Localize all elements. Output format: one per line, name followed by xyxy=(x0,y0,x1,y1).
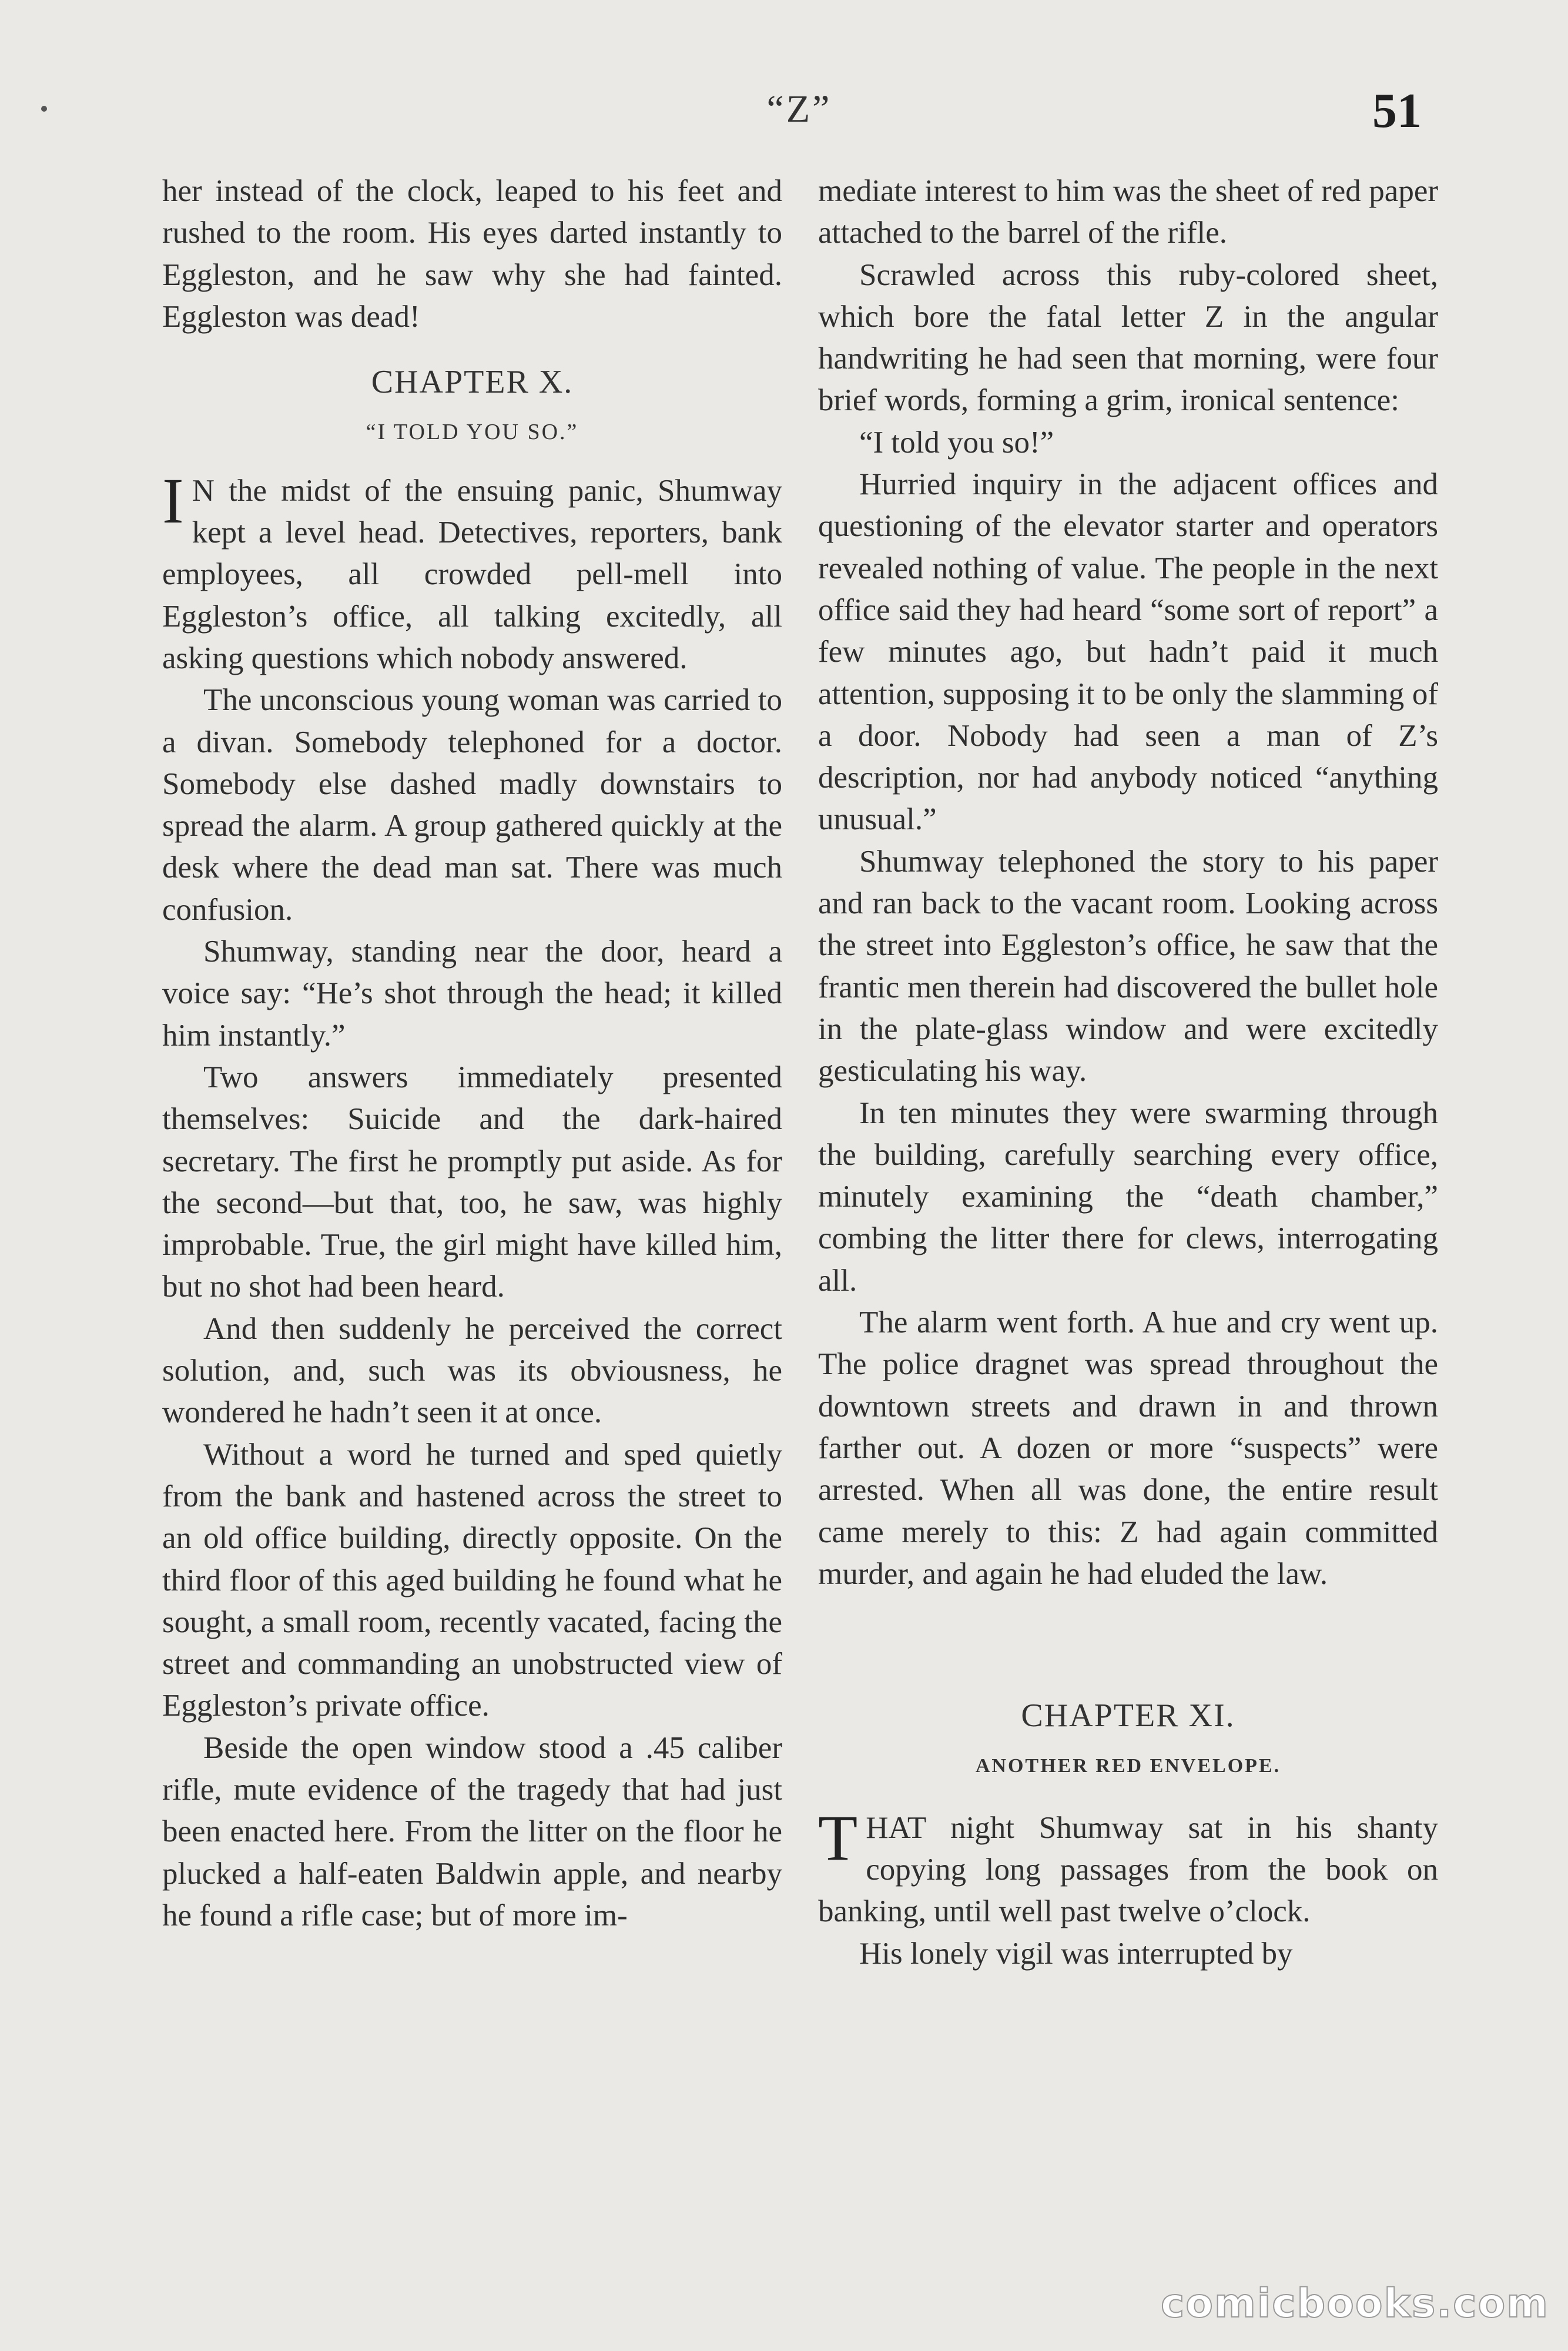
paragraph: Two answers immediately presented themselves: Suicide and the dark-haired secretary. The first he promptly put aside. As for the second—but that, too, he saw, was highly improbable. True, the girl might have killed him, but no shot had been heard. xyxy=(162,1060,782,1304)
chapter-x-title: CHAPTER X. xyxy=(371,364,574,401)
chapter-xi-subtitle: ANOTHER RED ENVELOPE. xyxy=(975,1755,1281,1777)
chapter-xi-title: CHAPTER XI. xyxy=(1021,1697,1235,1734)
paragraph: In ten minutes they were swarming through the building, carefully searching every office, minutely examining the “death chamber,” combing the litter there for clews, interrogating all. xyxy=(818,1096,1438,1298)
paragraph: Shumway, standing near the door, heard a voice say: “He’s shot through the head; it killed him instantly.” xyxy=(162,935,782,1053)
paragraph: Hurried inquiry in the adjacent offices and questioning of the elevator starter and operators revealed nothing of value. The people in the next office said they had heard “some sort of report” a few minutes ago, but hadn’t paid it much attention, supposing it to be only the slamming of a door. Nobody had seen a man of Z’s description, nor had anybody noticed “anything unusual.” xyxy=(818,467,1438,837)
right-column xyxy=(818,170,1438,1975)
paragraph: And then suddenly he perceived the correct solution, and, such was its obviousness, he wondered he hadn’t seen it at once. xyxy=(162,1311,782,1430)
paragraph-continued: mediate interest to him was the sheet of red paper attached to the barrel of the rifle. xyxy=(818,174,1438,250)
paragraph-text: N the midst of the ensuing panic, Shumway kept a level head. Detectives, reporters, bank employees, all crowded pell-mell into Eggleston’s office, all talking excitedly, all asking questions which nobody answered. xyxy=(162,473,782,675)
paragraph: “I told you so!” xyxy=(859,425,1054,460)
paragraph: The unconscious young woman was carried to a divan. Somebody telephoned for a doctor. Somebody else dashed madly downstairs to spread the alarm. A group gathered quickly at the desk where the dead man sat. There was much confusion. xyxy=(162,683,782,927)
drop-cap: T xyxy=(818,1801,858,1874)
paragraph: Without a word he turned and sped quietly from the bank and hastened across the street to an old office building, directly opposite. On the third floor of this aged building he found what he sought, a small room, recently vacated, facing the street and commanding an unobstructed view of Eggleston’s private office. xyxy=(162,1437,782,1723)
paragraph: The alarm went forth. A hue and cry went up. The police dragnet was spread throughout the downtown streets and drawn in and thrown farther out. A dozen or more “suspects” were arrested. When all was done, the entire result came merely to this: Z had again committed murder, and again he had eluded the law. xyxy=(818,1305,1438,1591)
paragraph-continued: her instead of the clock, leaped to his feet and rushed to the room. His eyes darted instantly to Eggleston, and he saw why she had fainted. Eggleston was dead! xyxy=(162,174,782,334)
chapter-x-opening-paragraph xyxy=(162,464,782,679)
paragraph: Beside the open window stood a .45 caliber rifle, mute evidence of the tragedy that had just been enacted here. From the litter on the floor he plucked a half-eaten Baldwin apple, and nearby he found a rifle case; but of more im- xyxy=(162,1730,782,1933)
paragraph: Scrawled across this ruby-colored sheet, which bore the fatal letter Z in the angular handwriting he had seen that morning, were four brief words, forming a grim, ironical sentence: xyxy=(818,257,1438,418)
watermark: comicbooks.com xyxy=(1161,2280,1550,2327)
running-title: “Z” xyxy=(766,88,832,130)
section-gap xyxy=(818,1595,1438,1672)
paragraph: His lonely vigil was interrupted by xyxy=(859,1936,1293,1971)
running-header xyxy=(0,82,1568,153)
chapter-x-subtitle: “I TOLD YOU SO.” xyxy=(366,420,579,445)
page-number: 51 xyxy=(1372,83,1422,138)
paragraph: Shumway telephoned the story to his paper and ran back to the vacant room. Looking across the street into Eggleston’s office, he saw that the frantic men therein had discovered the bullet hole in the plate-glass window and were excitedly gesticulating his way. xyxy=(818,844,1438,1089)
left-column xyxy=(162,170,782,1937)
chapter-xi-opening-paragraph xyxy=(818,1801,1438,1933)
drop-cap: I xyxy=(162,464,184,537)
paragraph-text: HAT night Shumway sat in his shanty copying long passages from the book on banking, until well past twelve o’clock. xyxy=(818,1810,1438,1929)
